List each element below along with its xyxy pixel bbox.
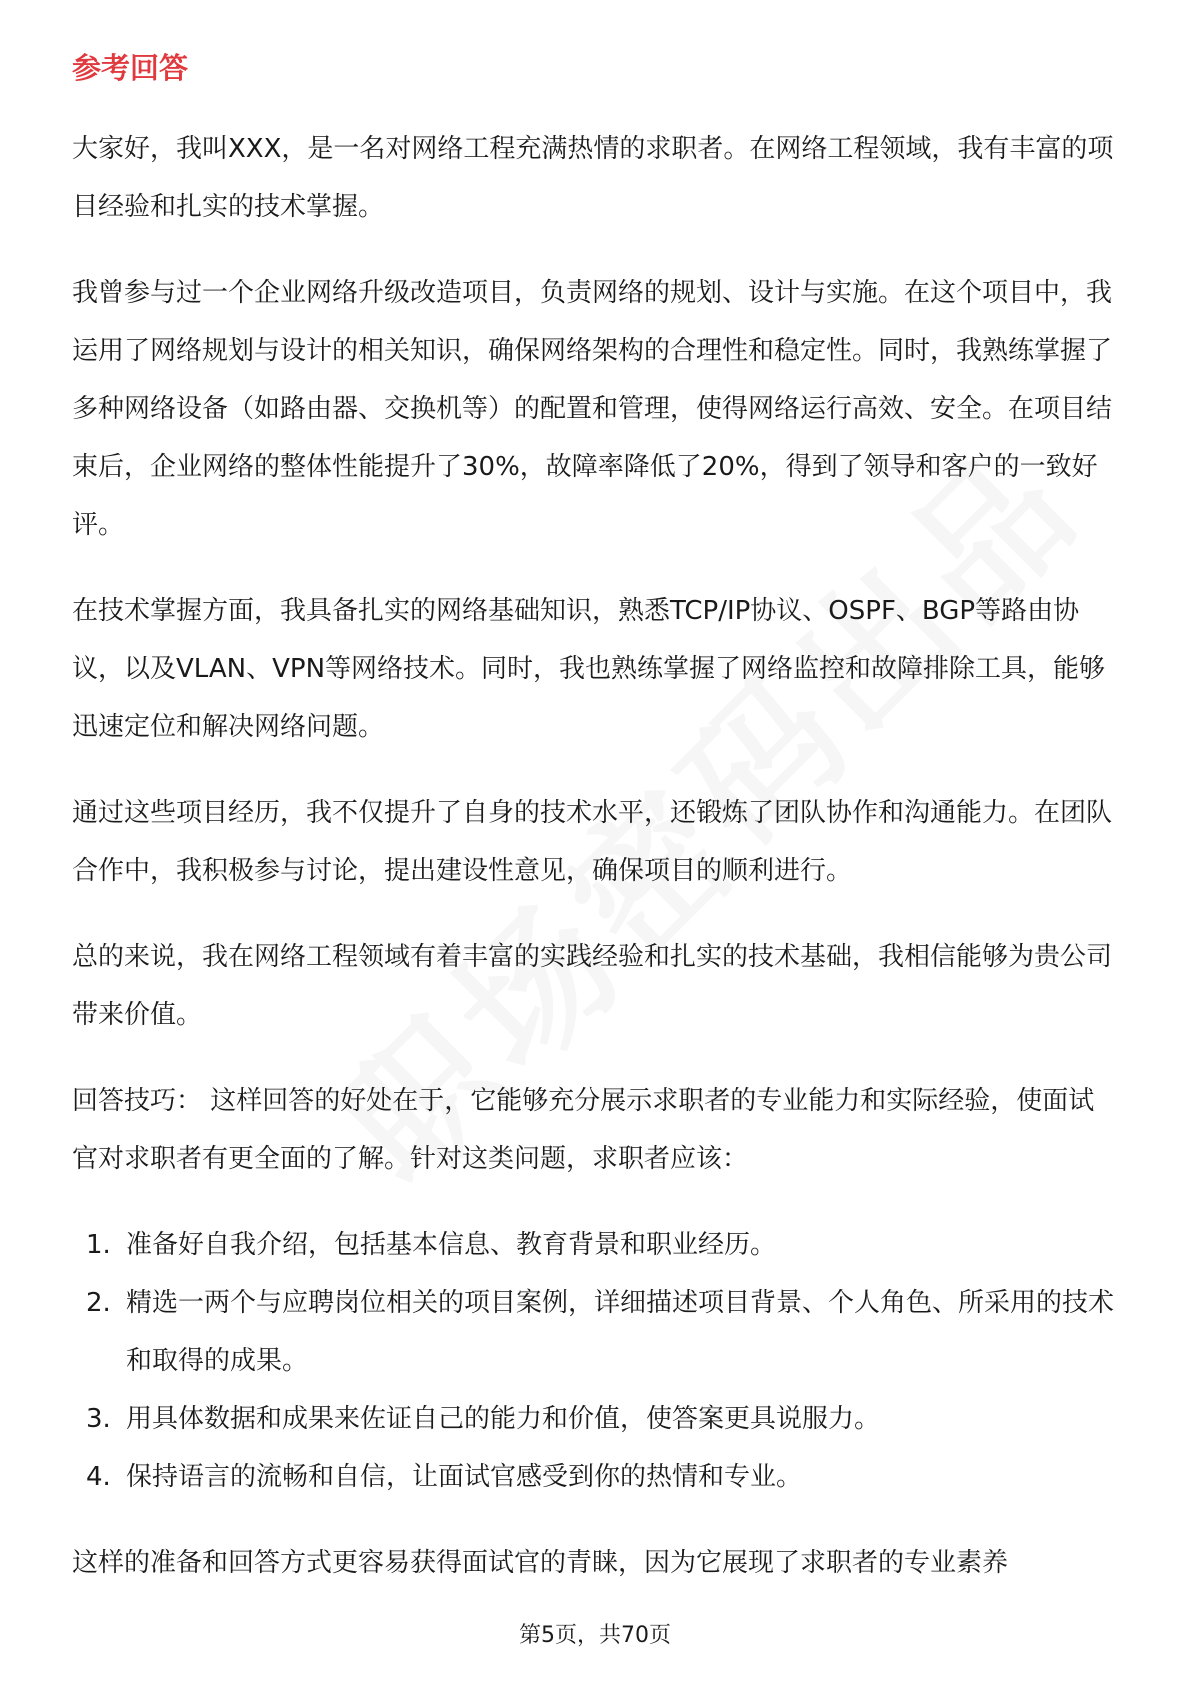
answer-paragraph-summary: 总的来说，我在网络工程领域有着丰富的实践经验和扎实的技术基础，我相信能够为贵公司带来价值。 [72,942,1113,1030]
section-heading: 参考回答 [72,51,189,85]
page-content [72,48,1118,1592]
list-item-number: 3. [86,1404,111,1434]
list-item-number: 4. [86,1462,111,1492]
list-item-text: 准备好自我介绍，包括基本信息、教育背景和职业经历。 [126,1230,777,1260]
list-item-text: 保持语言的流畅和自信，让面试官感受到你的热情和专业。 [126,1462,803,1492]
answer-paragraph-project: 我曾参与过一个企业网络升级改造项目，负责网络的规划、设计与实施。在这个项目中，我运用了网络规划与设计的相关知识，确保网络架构的合理性和稳定性。同时，我熟练掌握了多种网络设备（如路由器、交换机等）的配置和管理，使得网络运行高效、安全。在项目结束后，企业网络的整体性能提升了30%，故障率降低了20%，得到了领导和客户的一致好评。 [72,278,1113,540]
list-item [72,1274,1118,1390]
answer-paragraph-intro: 大家好，我叫XXX，是一名对网络工程充满热情的求职者。在网络工程领域，我有丰富的项目经验和扎实的技术掌握。 [72,134,1114,222]
answer-paragraph-teamwork: 通过这些项目经历，我不仅提升了自身的技术水平，还锻炼了团队协作和沟通能力。在团队合作中，我积极参与讨论，提出建设性意见，确保项目的顺利进行。 [72,798,1113,886]
list-item-text: 精选一两个与应聘岗位相关的项目案例，详细描述项目背景、个人角色、所采用的技术和取得的成果。 [126,1288,1115,1376]
closing-paragraph: 这样的准备和回答方式更容易获得面试官的青睐，因为它展现了求职者的专业素养 [72,1548,1009,1578]
tips-list [72,1216,1118,1506]
list-item-text: 用具体数据和成果来佐证自己的能力和价值，使答案更具说服力。 [126,1404,881,1434]
answer-paragraph-skills: 在技术掌握方面，我具备扎实的网络基础知识，熟悉TCP/IP协议、OSPF、BGP等路由协议，以及VLAN、VPN等网络技术。同时，我也熟练掌握了网络监控和故障排除工具，能够迅速定位和解决网络问题。 [72,596,1106,742]
list-item [72,1448,1118,1506]
list-item-number: 1. [86,1230,111,1260]
page-number-footer: 第5页，共70页 [519,1623,671,1648]
list-item-number: 2. [86,1288,111,1318]
tips-intro: 回答技巧： 这样回答的好处在于，它能够充分展示求职者的专业能力和实际经验，使面试官对求职者有更全面的了解。针对这类问题，求职者应该： [72,1086,1095,1174]
list-item [72,1216,1118,1274]
list-item [72,1390,1118,1448]
